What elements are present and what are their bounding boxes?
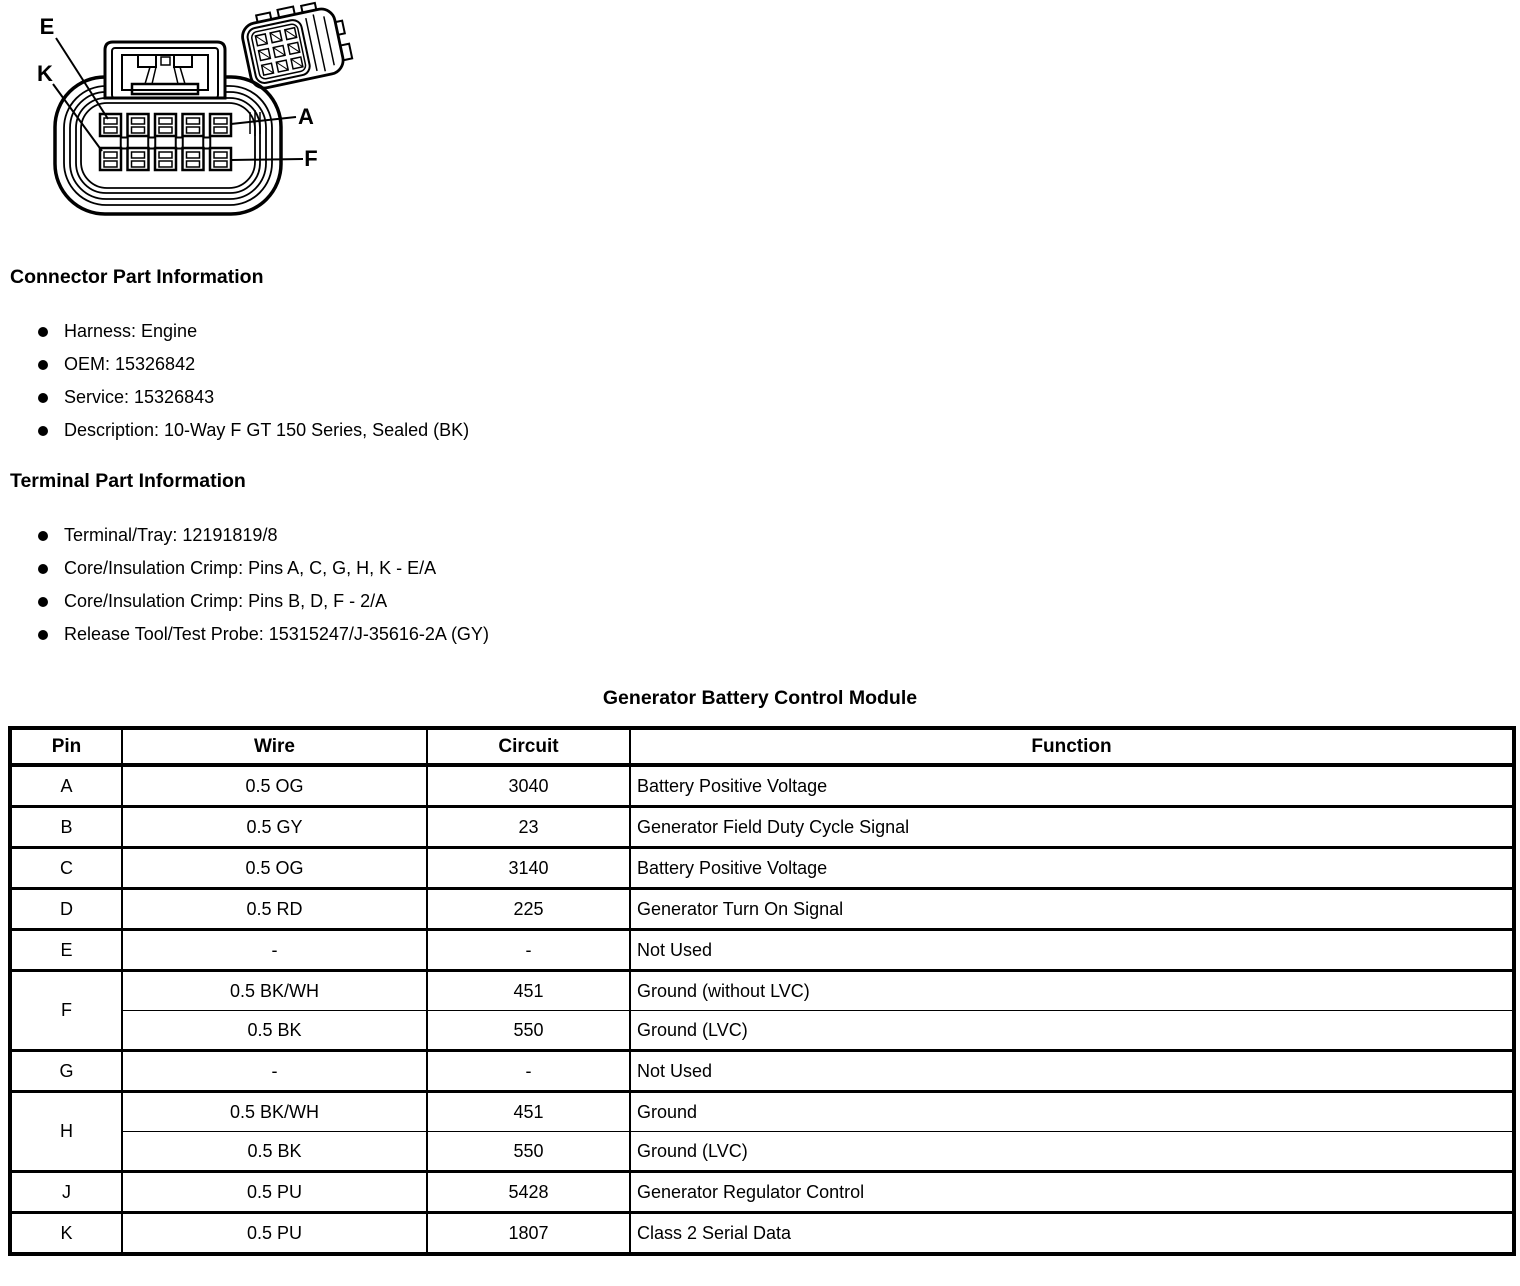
circuit-cell: - — [427, 1051, 630, 1092]
function-cell: Ground (LVC) — [630, 1011, 1514, 1051]
table-row — [10, 889, 1514, 930]
function-cell: Class 2 Serial Data — [630, 1213, 1514, 1255]
pin-cell: H — [10, 1092, 122, 1172]
function-cell: Ground (LVC) — [630, 1132, 1514, 1172]
circuit-cell: 23 — [427, 807, 630, 848]
table-header-row — [10, 728, 1514, 765]
column-header-wire: Wire — [122, 728, 427, 765]
connector-diagram-svg — [0, 0, 370, 235]
column-header-pin: Pin — [10, 728, 122, 765]
bullet-text: OEM: 15326842 — [64, 354, 196, 374]
pin-cell: F — [10, 971, 122, 1051]
list-item — [38, 320, 1520, 343]
wire-cell: 0.5 PU — [122, 1172, 427, 1213]
table-row — [10, 848, 1514, 889]
list-item — [38, 353, 1520, 376]
circuit-cell: 225 — [427, 889, 630, 930]
connector-latch — [105, 42, 225, 98]
circuit-cell: 550 — [427, 1011, 630, 1051]
wire-cell: 0.5 BK/WH — [122, 1092, 427, 1132]
pin-label-f: F — [304, 146, 318, 171]
bullet-icon — [38, 393, 48, 403]
wire-cell: 0.5 BK/WH — [122, 971, 427, 1011]
leader-line-a — [231, 117, 296, 124]
table-row — [10, 1092, 1514, 1132]
list-item — [38, 557, 1520, 580]
connector-3d-view — [238, 0, 354, 91]
list-item — [38, 623, 1520, 646]
list-item — [38, 419, 1520, 442]
pin-label-a: A — [298, 104, 314, 129]
circuit-cell: 1807 — [427, 1213, 630, 1255]
pin-cell: G — [10, 1051, 122, 1092]
circuit-cell: 5428 — [427, 1172, 630, 1213]
bullet-text: Service: 15326843 — [64, 387, 215, 407]
wire-cell: 0.5 BK — [122, 1132, 427, 1172]
wire-cell: 0.5 RD — [122, 889, 427, 930]
wire-cell: - — [122, 930, 427, 971]
terminal-part-info-heading: Terminal Part Information — [10, 470, 246, 492]
circuit-cell: 3140 — [427, 848, 630, 889]
pin-cell: B — [10, 807, 122, 848]
circuit-cell: - — [427, 930, 630, 971]
pin-cell: D — [10, 889, 122, 930]
circuit-cell: 3040 — [427, 765, 630, 807]
circuit-cell: 550 — [427, 1132, 630, 1172]
function-cell: Generator Field Duty Cycle Signal — [630, 807, 1514, 848]
bullet-icon — [38, 630, 48, 640]
index-ticks — [250, 110, 260, 136]
function-cell: Generator Turn On Signal — [630, 889, 1514, 930]
list-item — [38, 590, 1520, 613]
function-cell: Ground (without LVC) — [630, 971, 1514, 1011]
table-row — [10, 1011, 1514, 1051]
bullet-text: Core/Insulation Crimp: Pins B, D, F - 2/A — [64, 591, 388, 611]
bullet-icon — [38, 426, 48, 436]
bullet-icon — [38, 327, 48, 337]
table-row — [10, 1132, 1514, 1172]
bullet-text: Description: 10-Way F GT 150 Series, Sealed (BK) — [64, 420, 470, 440]
terminal-grid — [100, 114, 231, 170]
pin-table-body — [10, 765, 1514, 1254]
wire-cell: - — [122, 1051, 427, 1092]
function-cell: Battery Positive Voltage — [630, 765, 1514, 807]
function-cell: Generator Regulator Control — [630, 1172, 1514, 1213]
bullet-icon — [38, 531, 48, 541]
circuit-cell: 451 — [427, 1092, 630, 1132]
list-item — [38, 524, 1520, 547]
wire-cell: 0.5 PU — [122, 1213, 427, 1255]
bullet-icon — [38, 360, 48, 370]
pin-label-k: K — [37, 61, 53, 86]
table-row — [10, 807, 1514, 848]
table-row — [10, 1051, 1514, 1092]
function-cell: Not Used — [630, 1051, 1514, 1092]
pin-cell: K — [10, 1213, 122, 1255]
pin-label-e: E — [39, 14, 55, 39]
table-row — [10, 1213, 1514, 1255]
table-title: Generator Battery Control Module — [602, 687, 918, 709]
terminal-part-info-list — [38, 524, 1520, 646]
bullet-text: Release Tool/Test Probe: 15315247/J-35616-2A (GY) — [64, 624, 489, 644]
bullet-text: Core/Insulation Crimp: Pins A, C, G, H, K - E/A — [64, 558, 437, 578]
pin-cell: E — [10, 930, 122, 971]
connector-part-info-heading: Connector Part Information — [10, 266, 264, 288]
list-item — [38, 386, 1520, 409]
pin-cell: A — [10, 765, 122, 807]
function-cell: Battery Positive Voltage — [630, 848, 1514, 889]
bullet-text: Harness: Engine — [64, 321, 198, 341]
table-row — [10, 930, 1514, 971]
function-cell: Ground — [630, 1092, 1514, 1132]
wire-cell: 0.5 GY — [122, 807, 427, 848]
pin-cell: C — [10, 848, 122, 889]
wire-cell: 0.5 OG — [122, 765, 427, 807]
wire-cell: 0.5 BK — [122, 1011, 427, 1051]
function-cell: Not Used — [630, 930, 1514, 971]
circuit-cell: 451 — [427, 971, 630, 1011]
column-header-circuit: Circuit — [427, 728, 630, 765]
connector-diagram — [0, 0, 370, 235]
table-row — [10, 1172, 1514, 1213]
bullet-icon — [38, 597, 48, 607]
pin-table — [8, 726, 1516, 1256]
connector-part-info-list — [38, 320, 1520, 442]
bullet-icon — [38, 564, 48, 574]
bullet-text: Terminal/Tray: 12191819/8 — [64, 525, 278, 545]
table-row — [10, 971, 1514, 1011]
leader-line-f — [232, 159, 303, 160]
table-row — [10, 765, 1514, 807]
iso-terminal-grid — [255, 28, 302, 75]
pin-cell: J — [10, 1172, 122, 1213]
column-header-function: Function — [630, 728, 1514, 765]
wire-cell: 0.5 OG — [122, 848, 427, 889]
